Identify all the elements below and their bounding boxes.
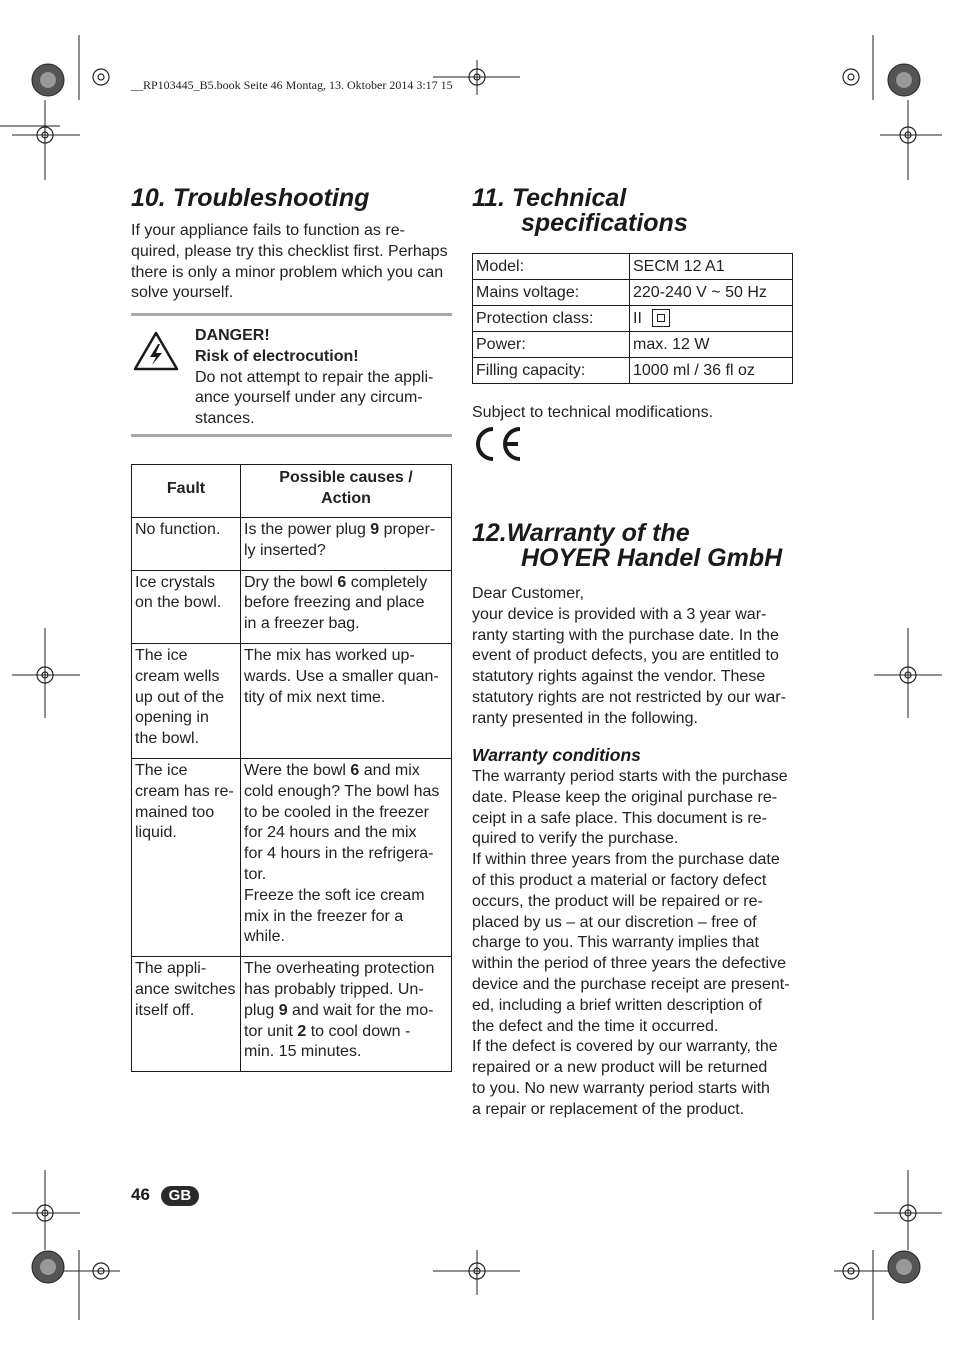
table-row: Power: max. 12 W xyxy=(473,332,793,358)
specs-table xyxy=(472,253,793,384)
print-header: __RP103445_B5.book Seite 46 Montag, 13. Oktober 2014 3:17 15 xyxy=(131,78,453,92)
action-cell: The overheating protection has probably tripped. Un- plug 9 and wait for the mo- tor unit 2 to cool down - min. 15 minutes. xyxy=(241,957,452,1072)
table-row xyxy=(132,518,452,571)
table-header-row xyxy=(132,465,452,518)
warranty-conditions-title: Warranty conditions xyxy=(472,745,641,765)
troubleshooting-intro: If your appliance fails to function as re- quired, please try this checklist first. Perhaps there is only a minor problem which you can solve yourself. xyxy=(131,222,448,302)
warning-triangle-icon xyxy=(133,331,179,371)
table-row xyxy=(132,643,452,758)
troubleshooting-title: 10. Troubleshooting xyxy=(131,184,370,212)
warranty-conditions: The warranty period starts with the purchase date. Please keep the original purchase re- ceipt in a safe place. This document is re- quired to verify the purchase. If within three years from the purchase date of this product a material or factory defect occurs, the product will be repaired or re- placed by us – at our discretion – free of charge to you. This warranty implies that within the period of three years the defective device and the purchase receipt are present- ed, including a brief written description of the defect and the time it occurred. If the defect is covered by our warranty, the repaired or a new product will be returned to you. No new warranty period starts with a repair or replacement of the product. xyxy=(472,768,790,1118)
fault-cell: The ice cream has re- mained too liquid. xyxy=(132,758,241,956)
country-badge: GB xyxy=(161,1186,200,1206)
danger-title: DANGER! xyxy=(195,327,270,344)
ce-mark-icon xyxy=(472,425,524,463)
danger-subtitle: Risk of electrocution! xyxy=(195,347,359,365)
danger-top-rule xyxy=(131,313,452,316)
warranty-intro: Dear Customer, your device is provided with a 3 year war- ranty starting with the purchase date. In the event of product defects, you are entitled to statutory rights against the vendor. These statutory rights are not restricted by our war- ranty presented in the following. xyxy=(472,585,786,727)
protection-class-icon xyxy=(652,309,670,327)
specs-note: Subject to technical modifications. xyxy=(472,404,714,421)
page-footer xyxy=(131,1185,199,1206)
table-row: Protection class: II xyxy=(473,306,793,332)
col-header-action: Possible causes / Action xyxy=(241,465,452,518)
table-row xyxy=(132,570,452,643)
table-row: Filling capacity: 1000 ml / 36 fl oz xyxy=(473,358,793,384)
danger-text: Do not attempt to repair the appli- ance yourself under any circum- stances. xyxy=(195,368,434,428)
troubleshooting-table xyxy=(131,464,452,1072)
action-cell: Dry the bowl 6 completely before freezing and place in a freezer bag. xyxy=(241,570,452,643)
action-cell: The mix has worked up- wards. Use a smaller quan- tity of mix next time. xyxy=(241,643,452,758)
col-header-fault: Fault xyxy=(132,465,241,518)
table-row: Mains voltage: 220-240 V ~ 50 Hz xyxy=(473,280,793,306)
table-row xyxy=(132,758,452,956)
action-cell: Is the power plug 9 proper- ly inserted? xyxy=(241,518,452,571)
warranty-title: 12.Warranty of the HOYER Handel GmbH xyxy=(472,519,783,572)
fault-cell: Ice crystals on the bowl. xyxy=(132,570,241,643)
table-row xyxy=(132,957,452,1072)
specs-title: 11. Technical specifications xyxy=(472,184,688,237)
fault-cell: The ice cream wells up out of the opening in the bowl. xyxy=(132,643,241,758)
danger-block xyxy=(195,326,455,430)
fault-cell: The appli- ance switches itself off. xyxy=(132,957,241,1072)
table-row: Model: SECM 12 A1 xyxy=(473,254,793,280)
page-number: 46 xyxy=(131,1185,150,1204)
danger-bottom-rule xyxy=(131,434,452,437)
fault-cell: No function. xyxy=(132,518,241,571)
action-cell: Were the bowl 6 and mix cold enough? The bowl has to be cooled in the freezer for 24 hours and the mix for 4 hours in the refrigera- tor. Freeze the soft ice cream mix in the freezer for a while. xyxy=(241,758,452,956)
